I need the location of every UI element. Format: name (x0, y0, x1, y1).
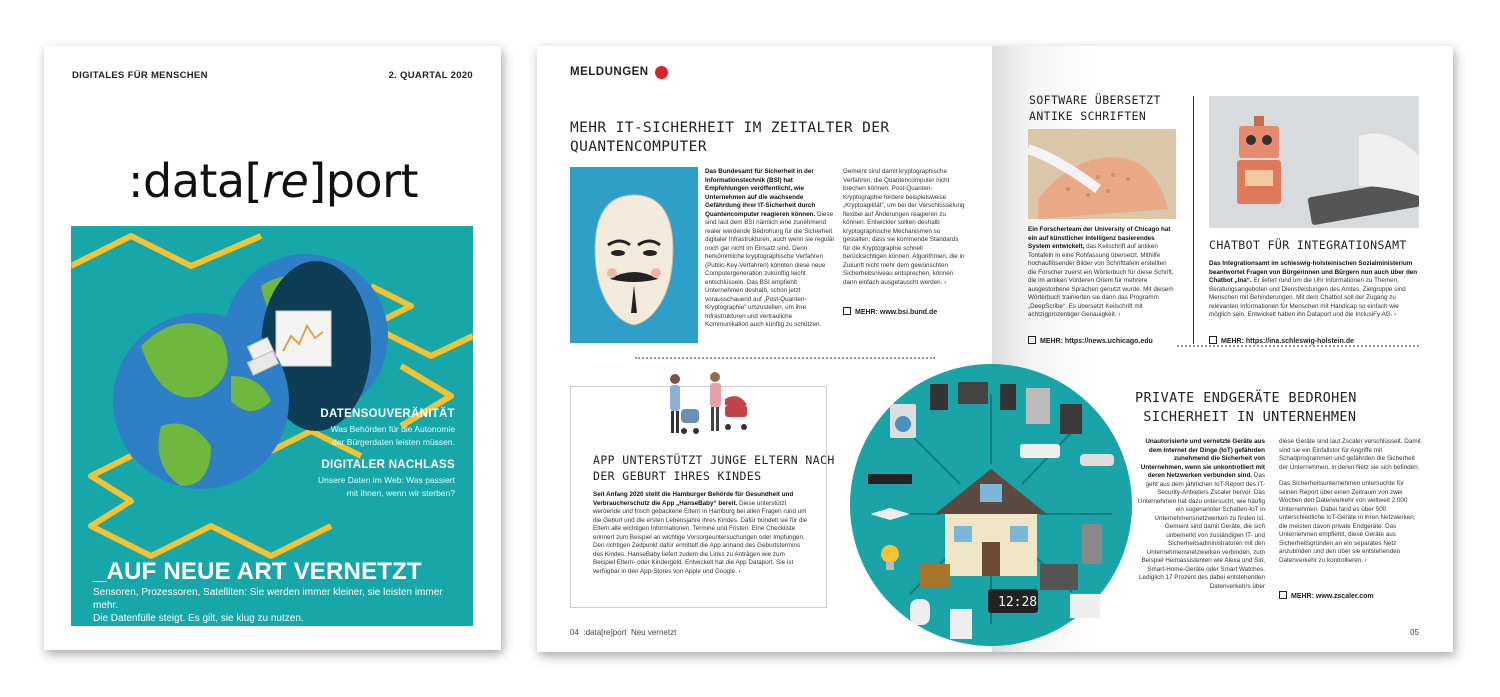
article-1-more-link[interactable]: MEHR: www.bsi.bund.de (843, 307, 937, 316)
article-5-text-2: diese Geräte sind laut Zscaler verschlüsselt. Damit sind sie ein Einfallstor für Angriffe mit Schadprogrammen und gefährden die Sicherheit der Unternehmen, in deren Netz sie sich befinden. Das Sicherheitsunternehmen untersuchte für seinen Report über einen Zeitraum von zwei Wochen den Datenverkehr von weltweit 2.000 Unternehmen. Dabei fand es über 500 unterschiedliche IoT-Geräte in ihren Netzwerken, die meisten davon private Endgeräte. Das Unternehmen empfiehlt, diese Geräte aus Sicherheitsgründen an ein separates Netz anzubinden und den über sie entstehenden Datenverkehr zu kontrollieren. ‹ (1279, 438, 1421, 564)
external-link-icon (1209, 336, 1217, 344)
article-3-more-link[interactable]: MEHR: https://ina.schleswig-holstein.de (1209, 336, 1354, 345)
divider-right (1177, 345, 1419, 347)
article-1-text-2: Gemeint sind damit kryptographische Verfahren, die Quantencomputer nicht brechen können. Post-Quanten-Kryptographie fordere beispielsweise „Kryptoagilität“, um bei der Verschlüsselung flexibel auf Änderungen reagieren zu können. Entwickler sollten deshalb kryptographische Mechanismen so gestalten, dass sie kommende Standards für die Kryptographie schnell berücksichtigen können. Algorithmen, die in Zukunft nicht mehr dem gewünschten Sicherheitsniveau entsprechen, können dann einfach ausgetauscht werden. ‹ (843, 168, 965, 286)
cover-header-right: 2. QUARTAL 2020 (388, 70, 473, 81)
magazine-spread (537, 46, 1453, 652)
teaser-2-text-2: mit ihnen, wenn wir sterben? (346, 488, 455, 498)
article-2-more-link[interactable]: MEHR: https://news.uchicago.edu (1028, 336, 1153, 345)
mask-photo (570, 167, 698, 343)
smart-clock-display: 12:28 (998, 595, 1038, 610)
footer-right-page-number: 05 (1410, 628, 1419, 637)
cover-main-subtitle: Sensoren, Prozessoren, Satelliten: Sie werden immer kleiner, sie leisten immer mehr. Die Datenfülle steigt. Es gilt, sie klug zu nutzen. (93, 587, 443, 624)
teaser-1-text-2: der Bürgerdaten leisten müssen. (332, 437, 455, 447)
teaser-1-text-1: Was Behörden für die Autonomie (330, 424, 455, 434)
parents-with-stroller-icon (653, 369, 753, 449)
article-3-title: CHATBOT FÜR INTEGRATIONSAMT (1209, 238, 1407, 252)
section-label: MELDUNGEN (570, 66, 649, 78)
article-1-text: Das Bundesamt für Sicherheit in der Informationstechnik (BSI) hat Empfehlungen veröffentlicht, wie Unternehmen auf die wachsende Gefährdung ihrer IT-Sicherheit durch Quantencomputer reagieren können. Diese sind laut dem BSI nämlich eine zunehmend realer werdende Bedrohung für die Sicherheit digitaler Infrastrukturen, auch wenn sie regulär noch gar nicht im Einsatz sind. Denn herkömmliche kryptographische Verfahren (Public-Key-Verfahren) könnten diese neue Computergeneration zukünftig leicht entschlüsseln. Das BSI empfiehlt Unternehmen deshalb, schon jetzt vorausschauend auf „Post-Quanten-Kryptographie“ umzustellen, um ihre Infrastrukturen und vertrauliche Kommunikation auch künftig zu schützen. (705, 168, 835, 328)
article-4-title: APP UNTERSTÜTZT JUNGE ELTERN NACH DER GEBURT IHRES KINDES (593, 453, 835, 483)
cover-logo: :data[re]port (128, 154, 419, 208)
column-rule (1193, 96, 1194, 344)
smart-home-network-icon (850, 364, 1132, 646)
article-1-title: MEHR IT-SICHERHEIT IM ZEITALTER DER QUANTENCOMPUTER (570, 120, 890, 155)
robot-photo (1209, 96, 1419, 228)
article-5-more-link[interactable]: MEHR: www.zscaler.com (1279, 591, 1374, 600)
external-link-icon (1028, 336, 1036, 344)
cover-main-title: _AUF NEUE ART VERNETZT (93, 558, 422, 585)
teaser-1-title: DATENSOUVERÄNITÄT (320, 408, 455, 420)
article-5-title: PRIVATE ENDGERÄTE BEDROHEN SICHERHEIT IN UNTERNEHMEN (1135, 390, 1357, 425)
article-4-text: Seit Anfang 2020 stellt die Hamburger Behörde für Gesundheit und Verbraucherschutz die App „HanseBaby“ bereit. Diese unterstützt werdende und frisch gebackene Eltern in Hamburg bei allen Fragen rund um die Geburt und die ersten Lebensjahre ihres Kindes. Dafür bündelt sie für die Eltern alle wichtigen Informationen, Termine und Fristen. Eine Checkliste erinnert zum Beispiel an wichtige Vorsorgeuntersuchungen oder Impfungen. Den richtigen Zeitpunkt dafür ermittelt die App anhand des Geburtstermins des Kindes. HanseBaby liefert zudem die Links zu Anträgen wie zum Beispiel Eltern- oder Kindergeld. Entwickelt hat die App Dataport. Sie ist verfügbar in den App-Stores von Apple und Google. ‹ (593, 491, 808, 575)
magazine-cover (44, 46, 501, 650)
article-2-title: SOFTWARE ÜBERSETZT ANTIKE SCHRIFTEN (1029, 93, 1161, 123)
cover-illustration (71, 226, 473, 626)
cuneiform-photo (1028, 129, 1176, 219)
teaser-2-text-1: Unsere Daten im Web: Was passiert (318, 475, 455, 485)
robot-icon (1209, 96, 1419, 228)
cover-header-left: DIGITALES FÜR MENSCHEN (72, 70, 208, 81)
external-link-icon (843, 307, 851, 315)
article-2-text: Ein Forscherteam der University of Chicago hat ein auf künstlicher Intelligenz basierendes System entwickelt, das Keilschrift auf antiken Tontafeln in eine Rohfassung übersetzt. Mithilfe hochauflösender Bilder von Schrifttafeln erstellten die Forscher zuerst ein Wörterbuch für diese Schrift, die im antiken Vorderen Orient für mehrere ausgestorbene Sprachen genutzt wurde. Mit diesem Wörterbuch trainierten sie dann das Programm „DeepScribe“. Es übersetzt Keilschrift mit achtzigprozentiger Genauigkeit. ‹ (1028, 226, 1174, 318)
external-link-icon (1279, 591, 1287, 599)
iot-house-illustration (850, 364, 1132, 646)
anonymous-mask-icon (570, 167, 698, 343)
section-badge-icon (655, 66, 668, 79)
footer-left: 04 :data[re]port Neu vernetzt (570, 628, 677, 637)
divider (635, 357, 935, 359)
article-5-text: Unautorisierte und vernetzte Geräte aus dem Internet der Dinge (IoT) gefährden zunehmend die Sicherheit von Unternehmen, wenn sie unkontrolliert mit deren Netzwerken verbunden sind. Das geht aus dem jährlichen IoT-Report des IT-Security-Anbieters Zscaler hervor. Das Unternehmen hat dazu untersucht, wie häufig ein sogenannter Schatten-IoT in Unternehmensnetzwerken zu finden ist. Gemeint sind damit Geräte, die sich unbemerkt von zuständigen IT- und Sicherheitsadministratoren mit den Unternehmensnetzwerken verbinden, zum Beispiel Heimassistenten wie Alexa und Siri, Smart-Home-Geräte oder Smart Watches. Lediglich 17 Prozent des dabei entstehenden Datenverkehrs über (1137, 438, 1265, 590)
teaser-2-title: DIGITALER NACHLASS (321, 459, 455, 471)
clay-tablet-icon (1028, 129, 1176, 219)
article-3-text: Das Integrationsamt im schleswig-holsteinischen Sozialministerium beantwortet Fragen von Bürgerinnen und Bürgern nun auch über den Chatbot „Ina“. Er liefert rund um die Uhr Informationen zu Themen, Beratungsangeboten und Dienstleistungen des Amtes. Zielgruppe sind Menschen mit Behinderungen. Mit dem Chatbot soll der Zugang zu relevanten Informationen für Menschen mit Handicap so einfach wie möglich sein. Entwickelt haben ihn Dataport und die InclusiFy AG. ‹ (1209, 260, 1418, 318)
